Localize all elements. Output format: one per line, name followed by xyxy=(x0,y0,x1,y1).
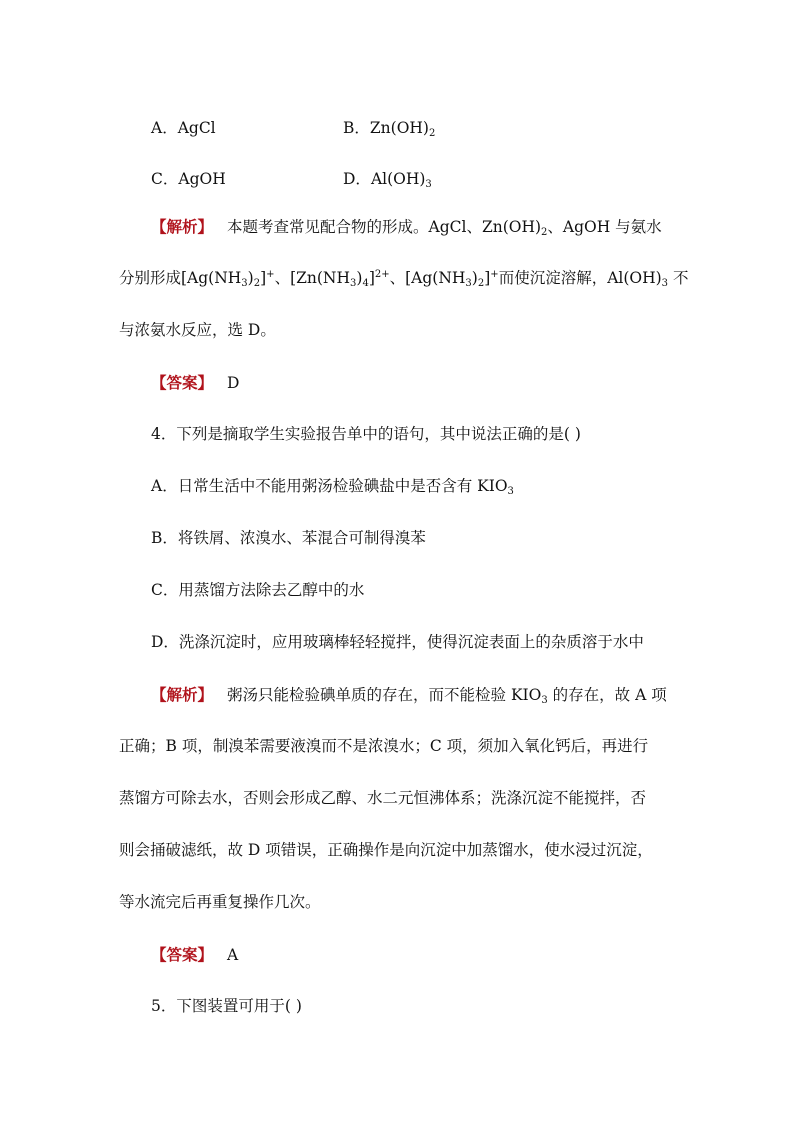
q3-analysis-l2-p10: 而使沉淀溶解，Al(OH) xyxy=(498,269,662,287)
q4-answer-line xyxy=(151,947,238,964)
q3-answer-line xyxy=(151,375,239,392)
q3-option-b-label: B． xyxy=(343,119,370,137)
q3-analysis-sub-1: 2 xyxy=(541,227,548,238)
q3-analysis-l2-p4: 、[Zn(NH xyxy=(274,269,350,287)
q4-option-d: D．洗涤沉淀时，应用玻璃棒轻轻搅拌，使得沉淀表面上的杂质溶于水中 xyxy=(151,633,644,651)
q3-analysis-l2-p7: 、[Ag(NH xyxy=(389,269,466,287)
q4-analysis-line-3: 蒸馏方可除去水，否则会形成乙醇、水二元恒沸体系；洗涤沉淀不能搅拌，否 xyxy=(119,789,647,807)
q3-analysis-line-2 xyxy=(119,271,688,287)
q3-option-d-formula: Al(OH) xyxy=(370,170,426,188)
q3-analysis-text-1b: 、AgOH 与氨水 xyxy=(547,218,662,236)
q3-analysis-l2-p5: ) xyxy=(356,269,363,287)
q3-option-b xyxy=(343,116,435,138)
q3-analysis-l2-sup1: + xyxy=(266,269,275,280)
q4-analysis-line-5: 等水流完后再重复操作几次。 xyxy=(119,893,321,911)
q3-option-c xyxy=(151,167,226,189)
q3-analysis-l2-p11: 不 xyxy=(668,269,689,287)
q3-analysis-l2-s6: 2 xyxy=(477,278,485,289)
q4-answer-tag: 【答案】 xyxy=(151,945,214,964)
q4-option-a-subscript: 3 xyxy=(507,486,514,497)
q4-option-b: B．将铁屑、浓溴水、苯混合可制得溴苯 xyxy=(151,529,426,547)
q3-analysis-text-1a: 本题考查常见配合物的形成。AgCl、Zn(OH) xyxy=(227,218,542,236)
q3-analysis-l2-sup3: + xyxy=(490,269,499,280)
q3-analysis-l2-s1: 3 xyxy=(241,278,248,289)
q4-analysis-line-1 xyxy=(151,687,667,704)
q3-analysis-l2-p8: ) xyxy=(471,269,478,287)
q3-analysis-l2-sup2: 2+ xyxy=(374,269,390,280)
q3-option-a-label: A． xyxy=(151,119,178,137)
q3-analysis-l2-s5: 3 xyxy=(465,278,472,289)
q3-analysis-l2-s4: 4 xyxy=(362,278,369,289)
q3-option-a xyxy=(151,116,216,138)
q3-analysis-line-3: 与浓氨水反应，选 D。 xyxy=(119,321,276,339)
q3-analysis-l2-p6: ] xyxy=(368,269,375,287)
q4-analysis-sub-1: 3 xyxy=(541,695,548,706)
q3-option-d xyxy=(343,167,432,189)
q3-analysis-l2-p3: ] xyxy=(260,269,267,287)
q4-option-a xyxy=(151,479,514,495)
q3-analysis-line-1 xyxy=(151,219,662,236)
q3-option-c-label: C． xyxy=(151,170,179,188)
q3-option-d-label: D． xyxy=(343,170,371,188)
q3-analysis-l2-s3: 3 xyxy=(350,278,357,289)
q4-analysis-text-1a: 粥汤只能检验碘单质的存在，而不能检验 KIO xyxy=(227,686,542,704)
q3-option-a-formula: AgCl xyxy=(177,119,216,137)
q4-option-c: C．用蒸馏方法除去乙醇中的水 xyxy=(151,581,365,599)
q4-analysis-text-1b: 的存在，故 A 项 xyxy=(547,686,667,704)
q4-analysis-line-4: 则会捅破滤纸，故 D 项错误，正确操作是向沉淀中加蒸馏水，使水浸过沉淀， xyxy=(119,841,653,859)
q4-stem: 4．下列是摘取学生实验报告单中的语句，其中说法正确的是( ) xyxy=(151,425,581,443)
q3-option-b-formula: Zn(OH) xyxy=(369,119,429,137)
q3-analysis-l2-p9: ] xyxy=(484,269,491,287)
q4-analysis-tag: 【解析】 xyxy=(151,685,214,704)
q4-analysis-line-2: 正确；B 项，制溴苯需要液溴而不是浓溴水；C 项，须加入氧化钙后，再进行 xyxy=(119,737,649,755)
q3-analysis-l2-s2: 2 xyxy=(253,278,261,289)
q3-answer-tag: 【答案】 xyxy=(151,373,214,392)
q4-answer-value: A xyxy=(227,946,239,964)
q3-option-b-subscript: 2 xyxy=(428,128,436,139)
q3-option-d-subscript: 3 xyxy=(425,179,432,190)
q3-analysis-l2-s7: 3 xyxy=(661,278,669,289)
q3-analysis-l2-p1: 分别形成[Ag(NH xyxy=(119,269,242,287)
q3-analysis-tag: 【解析】 xyxy=(151,217,214,236)
q3-option-c-formula: AgOH xyxy=(178,170,226,188)
q3-analysis-l2-p2: ) xyxy=(247,269,254,287)
q5-stem: 5．下图装置可用于( ) xyxy=(151,997,302,1015)
q3-answer-value: D xyxy=(227,374,240,392)
q4-option-a-text: A．日常生活中不能用粥汤检验碘盐中是否含有 KIO xyxy=(151,477,508,495)
